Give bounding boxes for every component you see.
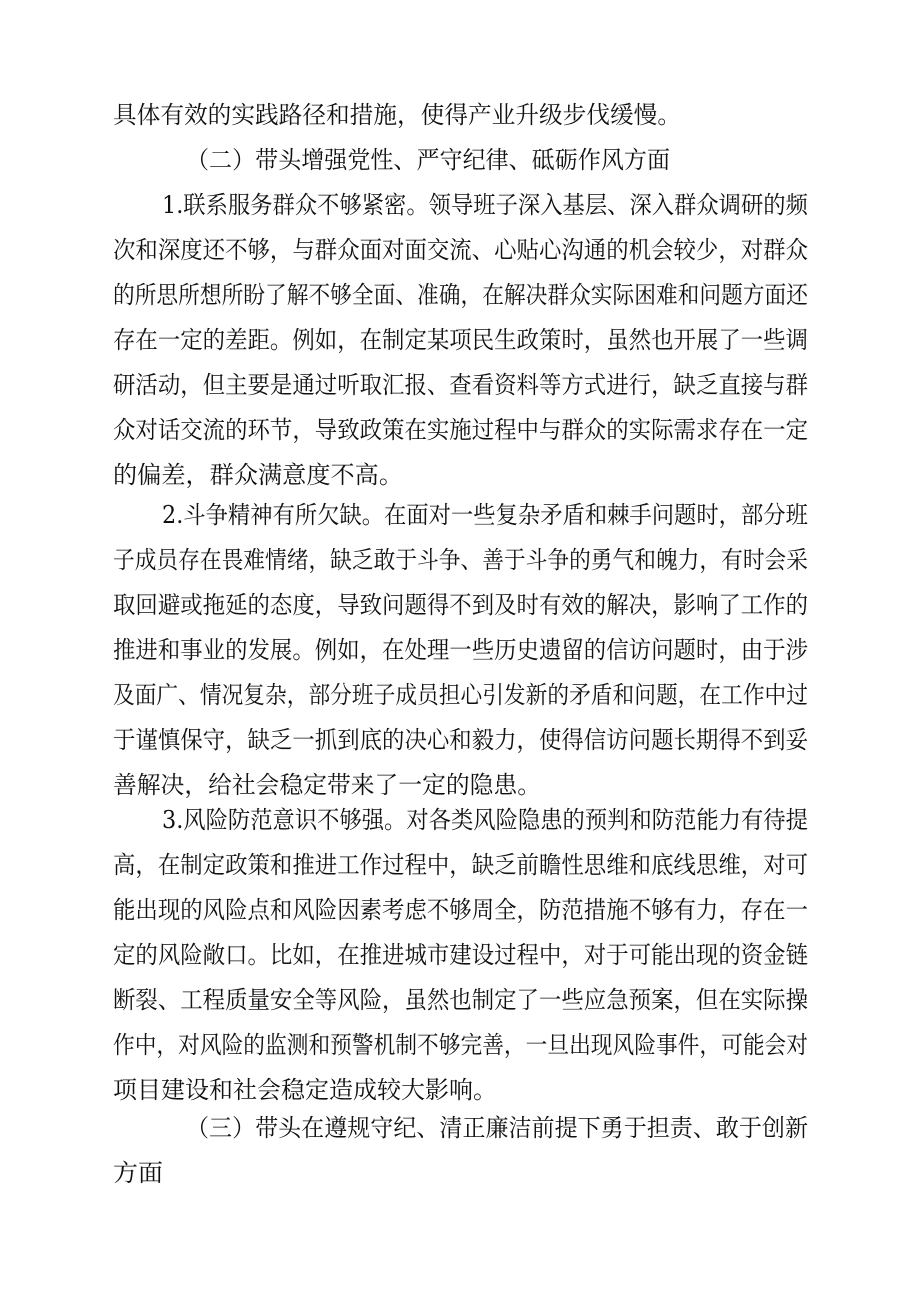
text-line — [0, 415, 920, 459]
text-line-content: 推进和事业的发展。例如，在处理一些历史遗留的信访问题时，由于涉 — [113, 636, 808, 664]
text-line-content: 能出现的风险点和风险因素考虑不够周全，防范措施不够有力，存在一 — [113, 896, 808, 924]
text-line-content: 方面 — [113, 1159, 163, 1187]
text-line-content: 具体有效的实践路径和措施，使得产业升级步伐缓慢。 — [113, 101, 681, 129]
text-line-content: 高，在制定政策和推进工作过程中，缺乏前瞻性思维和底线思维，对可 — [113, 851, 808, 879]
text-line — [0, 280, 920, 324]
text-line — [0, 985, 920, 1029]
text-line-content: 的偏差，群众满意度不高。 — [113, 461, 403, 489]
text-line — [0, 895, 920, 939]
text-line-content: 取回避或拖延的态度，导致问题得不到及时有效的解决，影响了工作的 — [113, 591, 808, 619]
text-line — [0, 940, 920, 984]
text-line-content: 次和深度还不够，与群众面对面交流、心贴心沟通的机会较少，对群众 — [113, 236, 808, 264]
text-line-content: 的所思所想所盼了解不够全面、准确，在解决群众实际困难和问题方面还 — [113, 281, 808, 309]
text-line — [0, 635, 920, 679]
text-line-content: 断裂、工程质量安全等风险，虽然也制定了一些应急预案，但在实际操 — [113, 986, 808, 1014]
text-line — [0, 545, 920, 589]
text-line — [0, 370, 920, 414]
text-line-content: 存在一定的差距。例如，在制定某项民生政策时，虽然也开展了一些调 — [113, 326, 808, 354]
text-line — [0, 680, 920, 724]
text-line-content: 子成员存在畏难情绪，缺乏敢于斗争、善于斗争的勇气和魄力，有时会采 — [113, 546, 808, 574]
text-line-content: 2.斗争精神有所欠缺。在面对一些复杂矛盾和棘手问题时，部分班 — [162, 501, 808, 529]
section-heading-3-continued — [0, 1158, 920, 1202]
text-line-content: （二）带头增强党性、严守纪律、砥砺作风方面 — [186, 146, 670, 174]
text-line-content: 善解决，给社会稳定带来了一定的隐患。 — [113, 771, 541, 799]
text-line-content: 众对话交流的环节，导致政策在实施过程中与群众的实际需求存在一定 — [113, 416, 808, 444]
text-line — [0, 805, 920, 849]
text-line — [0, 460, 920, 504]
text-line-content: 研活动，但主要是通过听取汇报、查看资料等方式进行，缺乏直接与群 — [113, 371, 808, 399]
text-line-content: 1.联系服务群众不够紧密。领导班子深入基层、深入群众调研的频 — [162, 191, 808, 219]
text-line-content: 项目建设和社会稳定造成较大影响。 — [113, 1076, 497, 1104]
section-heading-2 — [0, 145, 920, 189]
text-line — [0, 325, 920, 369]
text-line — [0, 850, 920, 894]
text-line — [0, 1030, 920, 1074]
text-line-content: （三）带头在遵规守纪、清正廉洁前提下勇于担责、敢于创新 — [186, 1114, 808, 1142]
text-line — [0, 590, 920, 634]
text-line — [0, 190, 920, 234]
text-line — [0, 500, 920, 544]
section-heading-3 — [0, 1113, 920, 1157]
text-line-content: 于谨慎保守，缺乏一抓到底的决心和毅力，使得信访问题长期得不到妥 — [113, 726, 808, 754]
text-line — [0, 725, 920, 769]
text-line — [0, 100, 920, 144]
text-line-content: 定的风险敞口。比如，在推进城市建设过程中，对于可能出现的资金链 — [113, 941, 808, 969]
text-line-content: 3.风险防范意识不够强。对各类风险隐患的预判和防范能力有待提 — [162, 806, 808, 834]
text-line-content: 作中，对风险的监测和预警机制不够完善，一旦出现风险事件，可能会对 — [113, 1031, 808, 1059]
text-line-content: 及面广、情况复杂，部分班子成员担心引发新的矛盾和问题，在工作中过 — [113, 681, 808, 709]
text-line — [0, 235, 920, 279]
